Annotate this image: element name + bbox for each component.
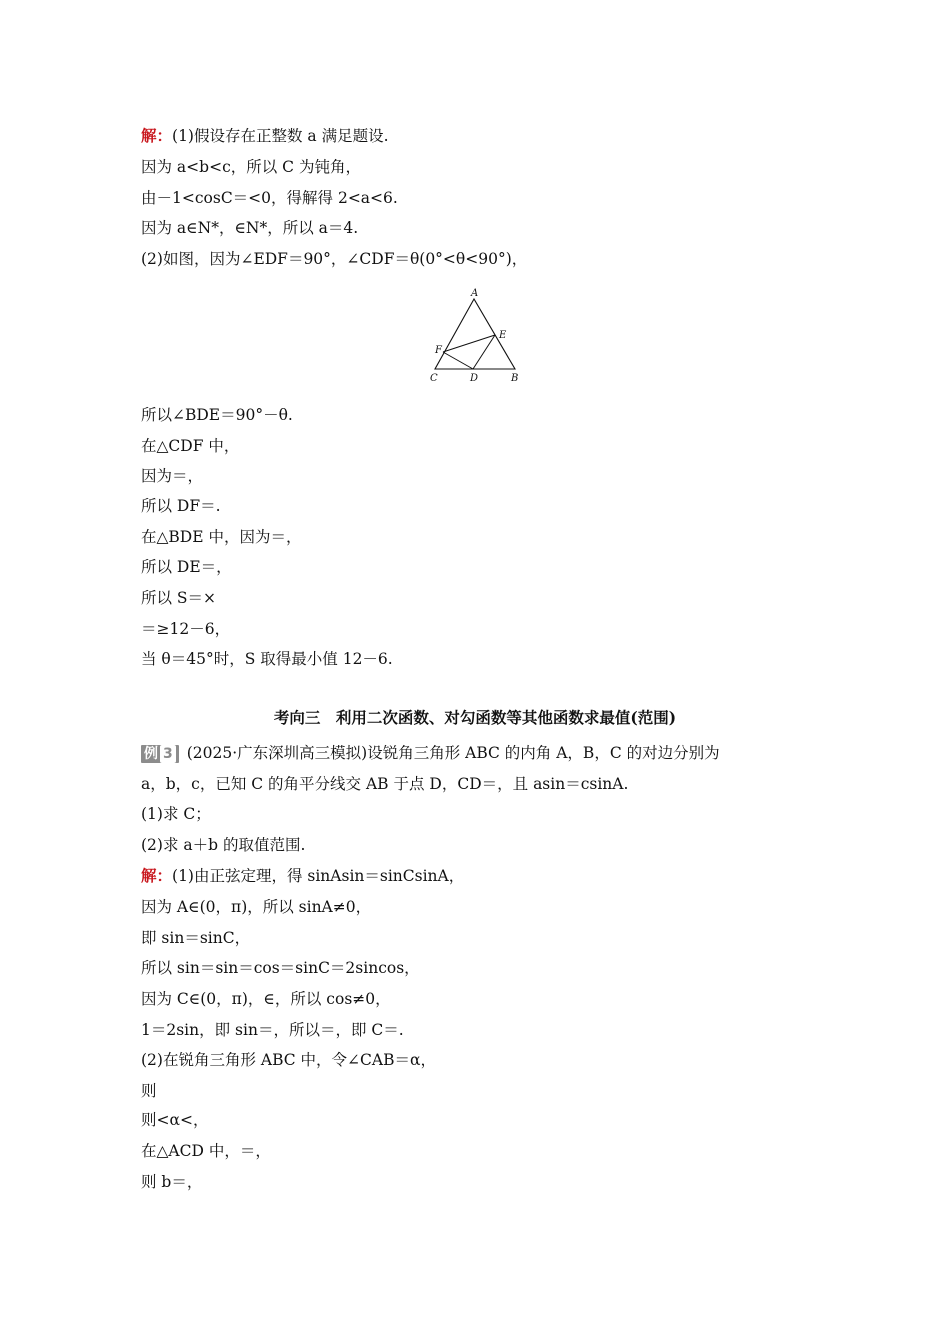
- solution-label: 解：: [141, 126, 173, 145]
- label-C: C: [430, 373, 438, 384]
- label-D: D: [470, 373, 479, 384]
- solution2-line-9: 则<α<，: [141, 1111, 209, 1129]
- solution2-line-10: 在△ACD 中，＝，: [141, 1142, 271, 1160]
- example-line-2: a，b，c，已知 C 的角平分线交 AB 于点 D，CD＝，且 asin＝csinA.: [141, 775, 629, 793]
- solution2-line-7: (2)在锐角三角形 ABC 中，令∠CAB＝α，: [141, 1051, 436, 1069]
- solution2-line-4: 所以 sin＝sin＝cos＝sinC＝2sincos，: [141, 959, 420, 977]
- solution-line-7: 在△CDF 中，: [141, 437, 240, 455]
- solution2-line-2: 因为 A∈(0，π)，所以 sinA≠0，: [141, 898, 372, 916]
- solution2-line-8: 则: [141, 1082, 157, 1100]
- solution2-label: 解：: [141, 866, 173, 885]
- solution2-line-6: 1＝2sin，即 sin＝，所以＝，即 C＝.: [141, 1021, 404, 1039]
- solution-line-9: 所以 DF＝.: [141, 497, 221, 515]
- solution-line-3: 由－1<cosC＝<0，得解得 2<a<6.: [141, 189, 398, 207]
- solution-line-14: 当 θ＝45°时，S 取得最小值 12－6.: [141, 650, 393, 668]
- label-A: A: [471, 288, 479, 299]
- solution-line-5: (2)如图，因为∠EDF＝90°，∠CDF＝θ(0°<θ<90°)，: [141, 250, 528, 268]
- label-E: E: [499, 330, 507, 341]
- solution-line-11: 所以 DE＝，: [141, 558, 232, 576]
- label-F: F: [435, 345, 442, 356]
- solution-line-12: 所以 S＝×: [141, 589, 217, 607]
- solution-line-4: 因为 a∈N*，∈N*，所以 a＝4.: [141, 219, 359, 237]
- solution-line-1: 解：(1)假设存在正整数 a 满足题设.: [141, 126, 389, 145]
- label-B: B: [511, 373, 519, 384]
- question-2: (2)求 a＋b 的取值范围.: [141, 836, 306, 854]
- solution2-line-1: 解：(1)由正弦定理，得 sinAsin＝sinCsinA，: [141, 866, 465, 885]
- solution2-line-3: 即 sin＝sinC，: [141, 929, 251, 947]
- example-line-1: 例 3 (2025·广东深圳高三模拟)设锐角三角形 ABC 的内角 A，B，C 的对边分别为: [141, 743, 720, 763]
- solution-line-10: 在△BDE 中，因为＝，: [141, 528, 302, 546]
- question-1: (1)求 C；: [141, 805, 211, 823]
- example-tag: 例 3: [141, 745, 179, 763]
- section-heading: 考向三 利用二次函数、对勾函数等其他函数求最值(范围): [273, 708, 677, 727]
- solution2-line-5: 因为 C∈(0，π)，∈，所以 cos≠0，: [141, 990, 391, 1008]
- triangle-figure: [425, 285, 525, 385]
- solution-line-8: 因为＝，: [141, 467, 204, 485]
- solution2-line-11: 则 b＝，: [141, 1173, 203, 1191]
- solution-line-6: 所以∠BDE＝90°－θ.: [141, 406, 293, 424]
- solution-line-13: ＝≥12－6，: [141, 620, 231, 638]
- solution-line-2: 因为 a<b<c，所以 C 为钝角，: [141, 158, 361, 176]
